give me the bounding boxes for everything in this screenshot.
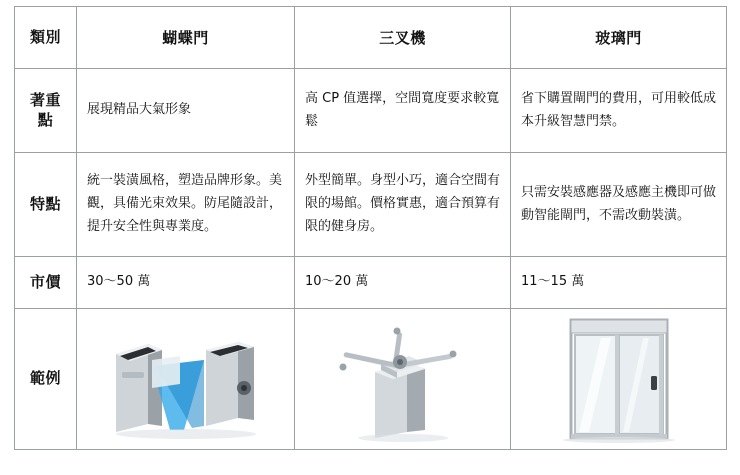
cell-focus-tripod: 高 CP 值選擇，空間寬度要求較寬鬆 <box>295 69 511 153</box>
cell-example-tripod <box>295 309 511 450</box>
column-header-flap: 蝴蝶門 <box>77 7 295 69</box>
cell-focus-glass: 省下購置閘門的費用，可用較低成本升級智慧門禁。 <box>511 69 727 153</box>
table-row <box>15 257 727 309</box>
cell-price-flap: 30〜50 萬 <box>77 257 295 309</box>
cell-focus-flap: 展現精品大氣形象 <box>77 69 295 153</box>
cell-example-glass <box>511 309 727 450</box>
table-row <box>15 309 727 450</box>
column-header-glass: 玻璃門 <box>511 7 727 69</box>
cell-feature-glass: 只需安裝感應器及感應主機即可做動智能閘門，不需改動裝潢。 <box>511 153 727 257</box>
row-header-price: 市價 <box>15 257 77 309</box>
table-row <box>15 153 727 257</box>
table-header-row <box>15 7 727 69</box>
row-header-focus: 著重點 <box>15 69 77 153</box>
flap-barrier-gate-photo <box>81 313 290 445</box>
column-header-category: 類別 <box>15 7 77 69</box>
automatic-glass-door-photo <box>515 313 722 445</box>
cell-feature-tripod: 外型簡單。身型小巧，適合空間有限的場館。價格實惠，適合預算有限的健身房。 <box>295 153 511 257</box>
column-header-tripod: 三叉機 <box>295 7 511 69</box>
cell-feature-flap: 統一裝潢風格，塑造品牌形象。美觀，具備光束效果。防尾隨設計，提升安全性與專業度。 <box>77 153 295 257</box>
row-header-example: 範例 <box>15 309 77 450</box>
comparison-table <box>14 6 727 450</box>
row-header-feature: 特點 <box>15 153 77 257</box>
tripod-turnstile-photo <box>299 313 506 445</box>
cell-price-tripod: 10〜20 萬 <box>295 257 511 309</box>
cell-example-flap <box>77 309 295 450</box>
table-row <box>15 69 727 153</box>
cell-price-glass: 11〜15 萬 <box>511 257 727 309</box>
